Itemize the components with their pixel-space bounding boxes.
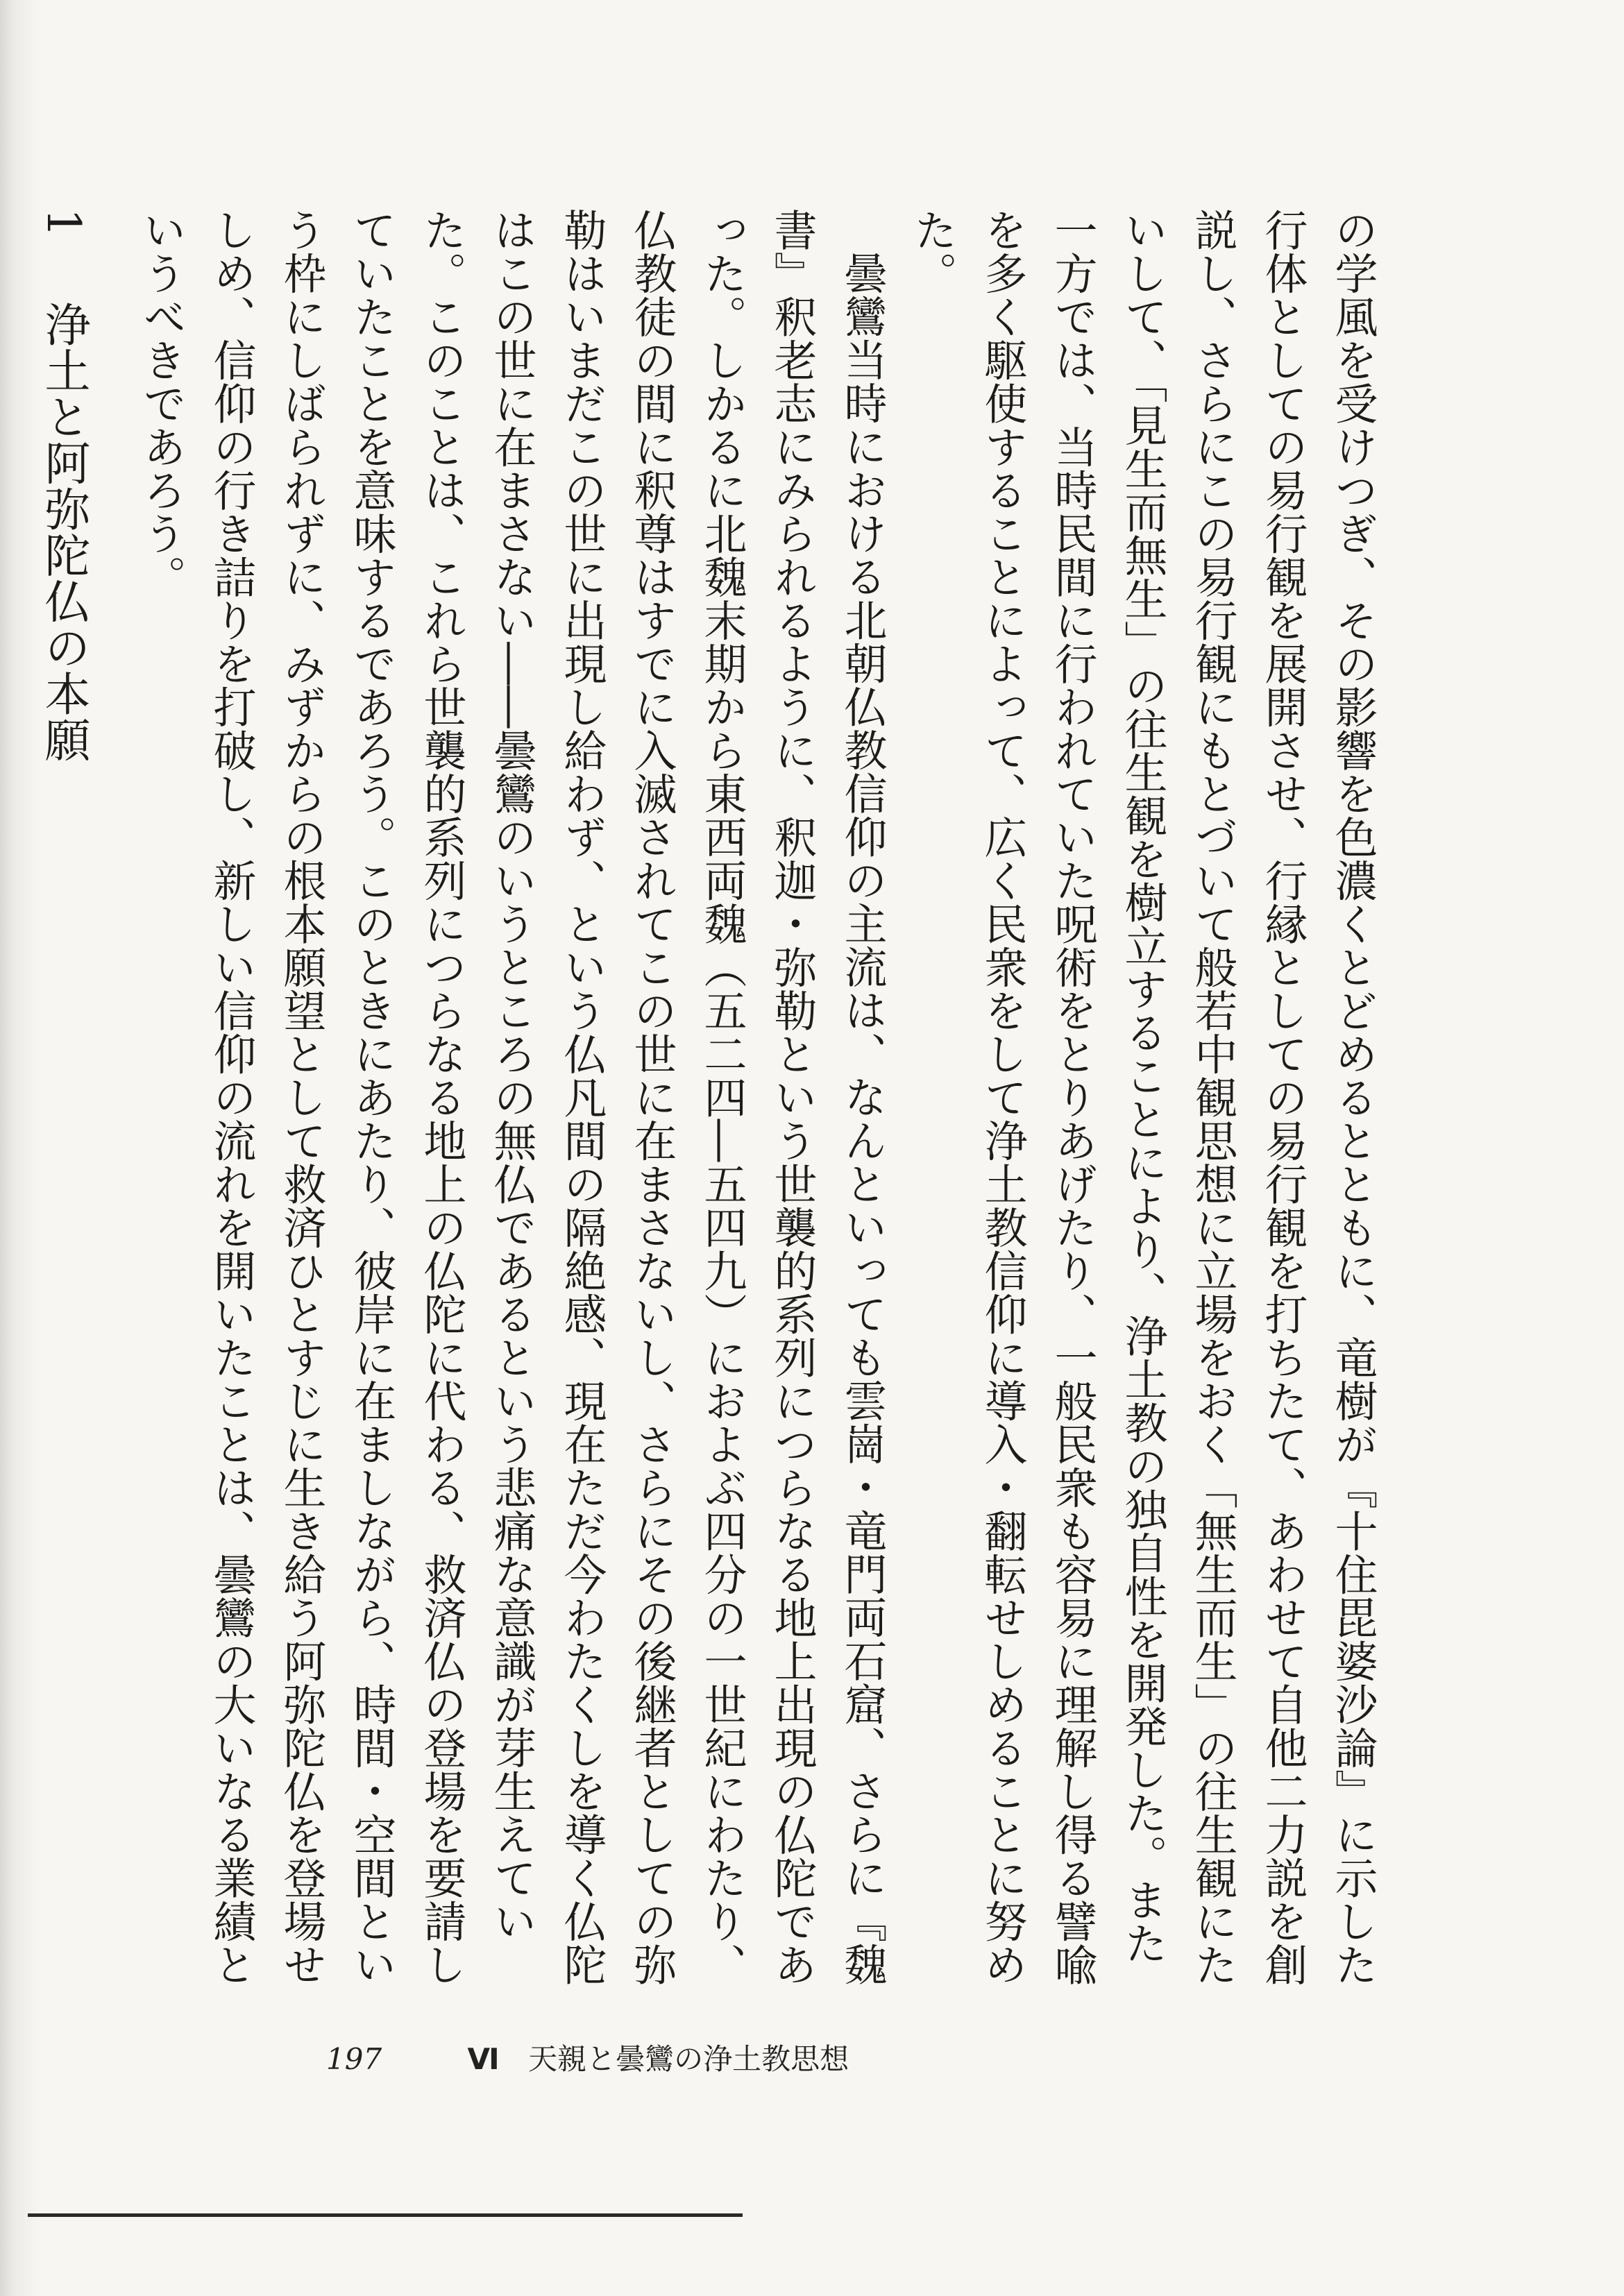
page-number: 197 — [326, 2042, 382, 2076]
paragraph-2: 曇鸞当時における北朝仏教信仰の主流は、なんといっても雲崗・竜門両石窟、さらに『魏書』釈老志にみられるように、釈迦・弥勒という世襲的系列につらなる地上出現の仏陀であった。しかるに北魏末期から東西両魏（五二四―五四九）におよぶ四分の一世紀にわたり、仏教徒の間に釈尊はすでに入滅されてこの世に在まさないし、さらにその後継者としての弥勒はいまだこの世に出現し給わず、という仏凡間の隔絶感、現在ただ今わたくしを導く仏陀はこの世に在まさない――曇鸞のいうところの無仏であるという悲痛な意識が芽生えていた。このことは、これら世襲的系列につらなる地上の仏陀に代わる、救済仏の登場を要請していたことを意味するであろう。このときにあたり、彼岸に在ましながら、時間・空間という枠にしばられずに、みずからの根本願望として救済ひとすじに生き給う阿弥陀仏を登場せしめ、信仰の行き詰りを打破し、新しい信仰の流れを開いたことは、曇鸞の大いなる業績というべきであろう。 — [136, 208, 888, 1987]
section-title: 浄土と阿弥陀仏の本願 — [37, 300, 90, 763]
vertical-text-body — [37, 208, 1388, 2005]
bottom-rule — [28, 2213, 743, 2217]
chapter-title: 天親と曇鸞の浄土教思想 — [528, 2042, 849, 2076]
section-number: 1 — [37, 208, 90, 238]
page-footer — [326, 2036, 849, 2078]
paragraph-1: の学風を受けつぎ、その影響を色濃くとどめるとともに、竜樹が『十住毘婆沙論』に示した行体としての易行観を展開させ、行縁としての易行観を打ちたて、あわせて自他二力説を創説し、さらにこの易行観にもとづいて般若中観思想に立場をおく「無生而生」の往生観にたいして、「見生而無生」の往生観を樹立することにより、浄土教の独自性を開発した。また一方では、当時民間に行われていた呪術をとりあげたり、一般民衆も容易に理解し得る譬喩を多く駆使することによって、広く民衆をして浄土教信仰に導入・翻転せしめることに努めた。 — [907, 208, 1378, 1987]
chapter-number: Ⅵ — [467, 2042, 500, 2076]
section-heading — [28, 208, 99, 2005]
